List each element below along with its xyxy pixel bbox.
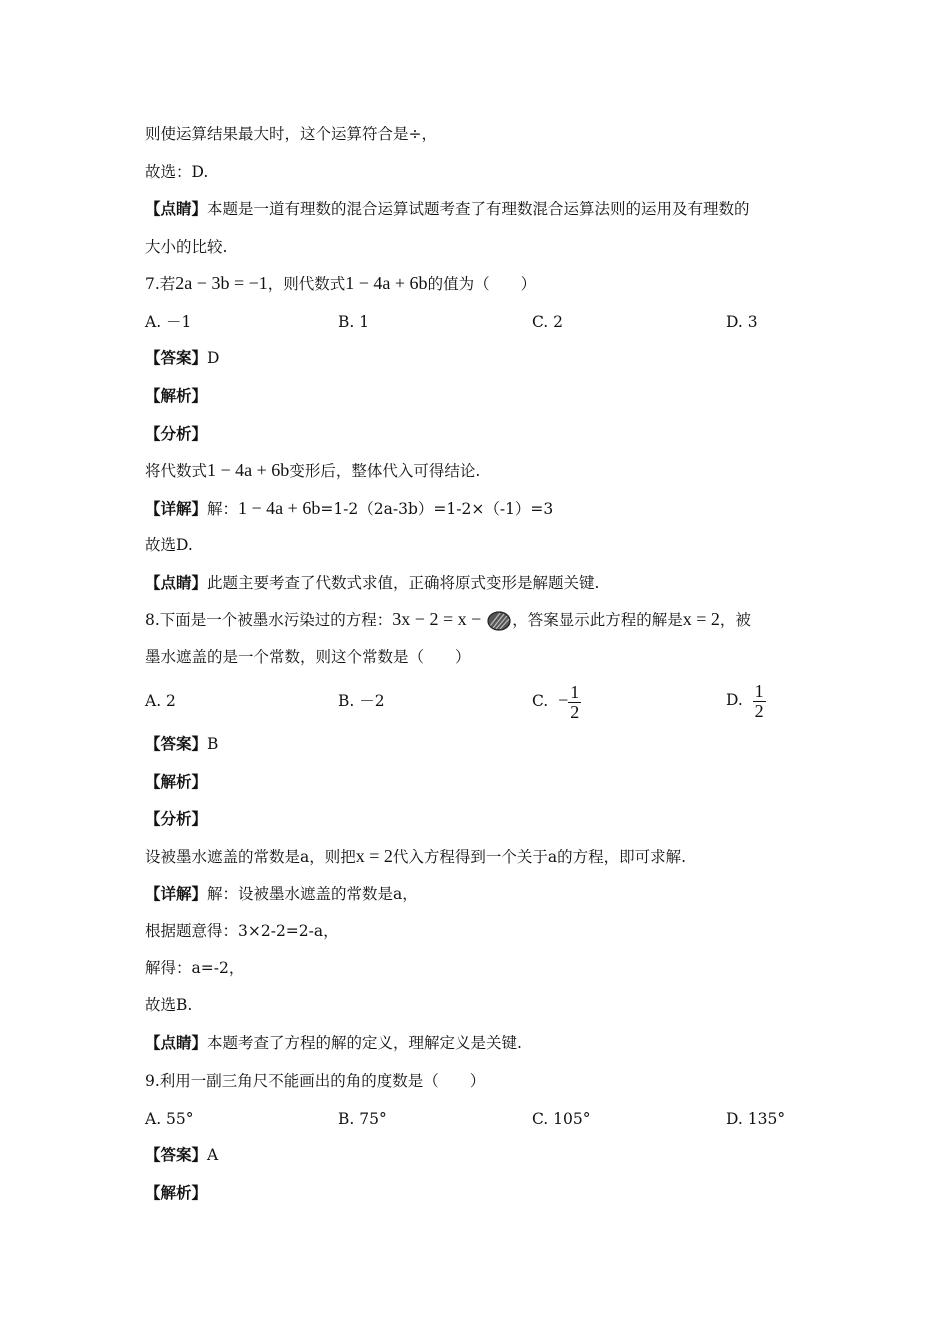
math-expression: 1 − 4a + 6b <box>345 273 428 293</box>
text-line: 故选D. <box>145 536 193 554</box>
option-d: D. 135° <box>726 1110 786 1128</box>
section-tag: 【点睛】 <box>145 573 208 592</box>
text-span: 代入方程得到一个关于a的方程，即可求解. <box>392 848 687 866</box>
section-tag: 【解析】 <box>145 386 208 405</box>
text-line: 墨水遮盖的是一个常数，则这个常数是（ ） <box>145 648 471 666</box>
text-span: 本题是一道有理数的混合运算试题考查了有理数混合运算法则的运用及有理数的 <box>207 200 750 218</box>
text-line: 大小的比较. <box>145 238 228 256</box>
text-line: 解得：a=-2， <box>145 959 245 977</box>
math-expression: 1 − 4a + 6b <box>207 460 290 480</box>
math-expression: x = 2 <box>355 846 393 866</box>
math-expression: x = 2 <box>682 609 720 629</box>
text-line <box>145 884 418 904</box>
option-b: B. 1 <box>338 313 370 331</box>
text-line: 则使运算结果最大时，这个运算符合是÷， <box>145 125 437 143</box>
option-c: C. 2 <box>532 313 564 331</box>
section-tag: 【详解】 <box>145 499 208 518</box>
option-d: D. 3 <box>726 313 758 331</box>
section-tag: 【答案】 <box>145 734 208 753</box>
text-line: 根据题意得：3×2-2=2-a， <box>145 922 339 940</box>
text-span: 变形后，整体代入可得结论. <box>289 462 481 480</box>
question-number: 7.若 <box>145 275 176 293</box>
text-span: 的值为（ ） <box>427 275 537 293</box>
text-span: 将代数式 <box>145 462 208 480</box>
fraction-numerator: 1 <box>754 680 764 701</box>
section-tag: 【分析】 <box>145 424 208 443</box>
math-expression: 3x − 2 = x − <box>392 609 482 629</box>
question-7 <box>145 273 536 294</box>
fraction <box>753 682 766 721</box>
section-tag: 【点睛】 <box>145 1033 208 1052</box>
text-line <box>145 199 750 219</box>
option-c: C. 105° <box>532 1110 591 1128</box>
fraction <box>568 683 581 722</box>
option-d <box>726 677 766 723</box>
text-span: 本题考查了方程的解的定义，理解定义是关键. <box>207 1034 522 1052</box>
option-label: D. <box>726 691 743 709</box>
fraction-numerator: 1 <box>570 681 580 702</box>
option-b: B. 75° <box>338 1110 387 1128</box>
option-a: A. －1 <box>145 313 192 331</box>
text-span: 解：设被墨水遮盖的常数是a， <box>207 885 418 903</box>
text-span: 解： <box>207 500 239 518</box>
text-line <box>145 1033 522 1053</box>
text-line <box>145 498 553 519</box>
section-tag: 【解析】 <box>145 1183 208 1202</box>
text-line: 故选：D. <box>145 163 209 181</box>
option-label: C. <box>532 692 549 710</box>
question-8 <box>145 609 751 632</box>
section-tag: 【答案】 <box>145 1145 208 1164</box>
option-a: A. 55° <box>145 1110 194 1128</box>
section-tag: 【答案】 <box>145 348 208 367</box>
answer-line <box>145 1145 218 1165</box>
question-number: 8.下面是一个被墨水污染过的方程： <box>145 611 393 629</box>
question-9: 9.利用一副三角尺不能画出的角的度数是（ ） <box>145 1072 486 1090</box>
text-line <box>145 573 599 593</box>
answer-value: A <box>207 1146 219 1164</box>
answer-line <box>145 734 218 754</box>
fraction-denominator: 2 <box>754 700 764 721</box>
text-span: 设被墨水遮盖的常数是a，则把 <box>145 848 356 866</box>
answer-line <box>145 348 219 368</box>
text-span: 此题主要考查了代数式求值，正确将原式变形是解题关键. <box>207 574 600 592</box>
section-tag: 【解析】 <box>145 772 208 791</box>
minus-sign: − <box>558 690 569 710</box>
answer-value: D <box>207 349 220 367</box>
text-span: =1-2（2a-3b）=1-2×（-1）=3 <box>320 500 554 518</box>
option-c <box>532 677 581 724</box>
fraction-denominator: 2 <box>570 701 580 722</box>
section-tag: 【点睛】 <box>145 199 208 218</box>
option-a: A. 2 <box>145 692 176 710</box>
math-expression: 2a − 3b = −1 <box>175 273 268 293</box>
text-span: ，被 <box>719 611 751 629</box>
math-expression: 1 − 4a + 6b <box>238 498 321 518</box>
ink-blot-icon <box>486 610 512 632</box>
option-b: B. －2 <box>338 692 385 710</box>
text-line <box>145 846 686 867</box>
text-line: 故选B. <box>145 996 193 1014</box>
section-tag: 【详解】 <box>145 884 208 903</box>
answer-value: B <box>207 735 219 753</box>
section-tag: 【分析】 <box>145 809 208 828</box>
text-line <box>145 460 480 481</box>
text-span: ，则代数式 <box>267 275 346 293</box>
text-span: ，答案显示此方程的解是 <box>512 611 683 629</box>
